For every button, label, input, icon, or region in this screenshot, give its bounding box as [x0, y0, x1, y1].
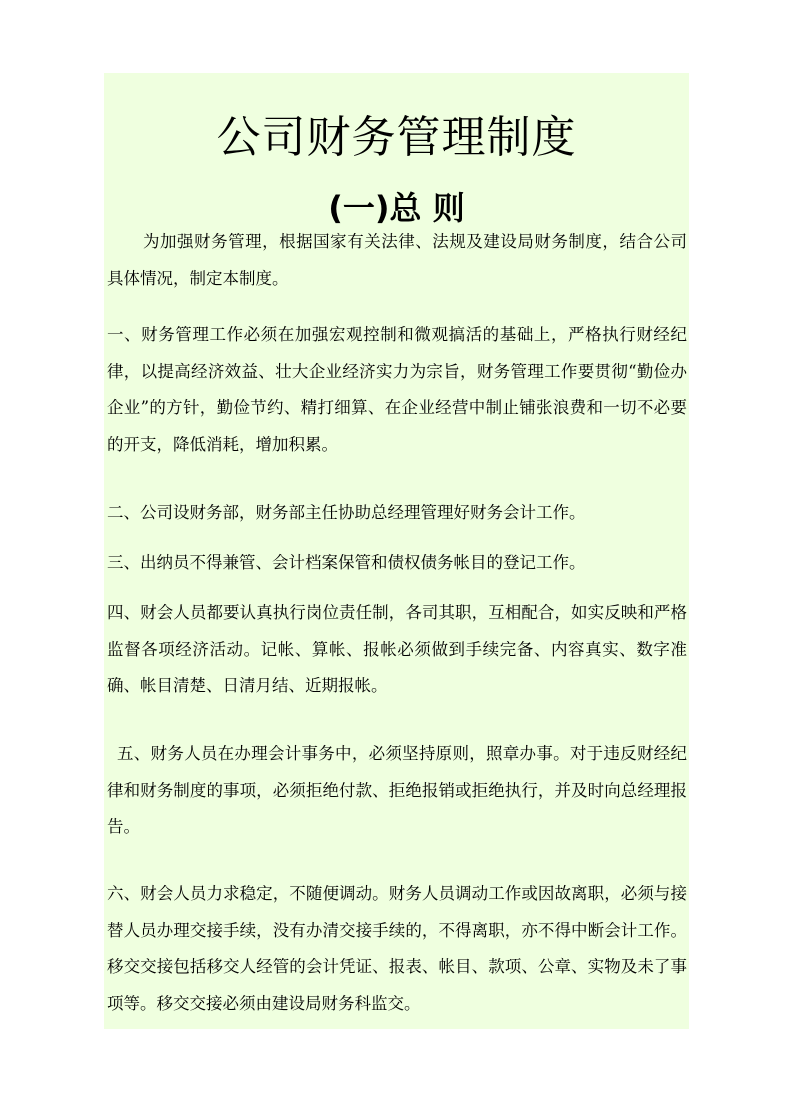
- paragraph-article-6: 六、财会人员力求稳定，不随便调动。财务人员调动工作或因故离职，必须与接替人员办理交接手续，没有办清交接手续的，不得离职，亦不得中断会计工作。移交交接包括移交人经管的会计凭证、报表、帐目、款项、公章、实物及未了事项等。移交交接必须由建设局财务科监交。: [107, 884, 687, 1013]
- section-heading: (一)总 则: [328, 188, 465, 227]
- paragraph-article-1: 一、财务管理工作必须在加强宏观控制和微观搞活的基础上，严格执行财经纪律，以提高经济效益、壮大企业经济实力为宗旨，财务管理工作要贯彻“勤俭办企业”的方针，勤俭节约、精打细算、在企业经营中制止铺张浪费和一切不必要的开支，降低消耗，增加积累。: [107, 325, 687, 454]
- document-page: [104, 73, 689, 1029]
- document-title: 公司财务管理制度: [216, 112, 577, 164]
- paragraph-article-2: 二、公司设财务部，财务部主任协助总经理管理好财务会计工作。: [107, 503, 586, 522]
- paragraph-intro: 为加强财务管理，根据国家有关法律、法规及建设局财务制度，结合公司具体情况，制定本制度。: [107, 232, 687, 288]
- paragraph-article-4: 四、财会人员都要认真执行岗位责任制，各司其职，互相配合，如实反映和严格监督各项经济活动。记帐、算帐、报帐必须做到手续完备、内容真实、数字准确、帐目清楚、日清月结、近期报帐。: [107, 603, 687, 695]
- paragraph-article-3: 三、出纳员不得兼管、会计档案保管和债权债务帐目的登记工作。: [107, 553, 586, 572]
- paragraph-article-5: 五、财务人员在办理会计事务中，必须坚持原则，照章办事。对于违反财经纪律和财务制度的事项，必须拒绝付款、拒绝报销或拒绝执行，并及时向总经理报告。: [107, 744, 687, 836]
